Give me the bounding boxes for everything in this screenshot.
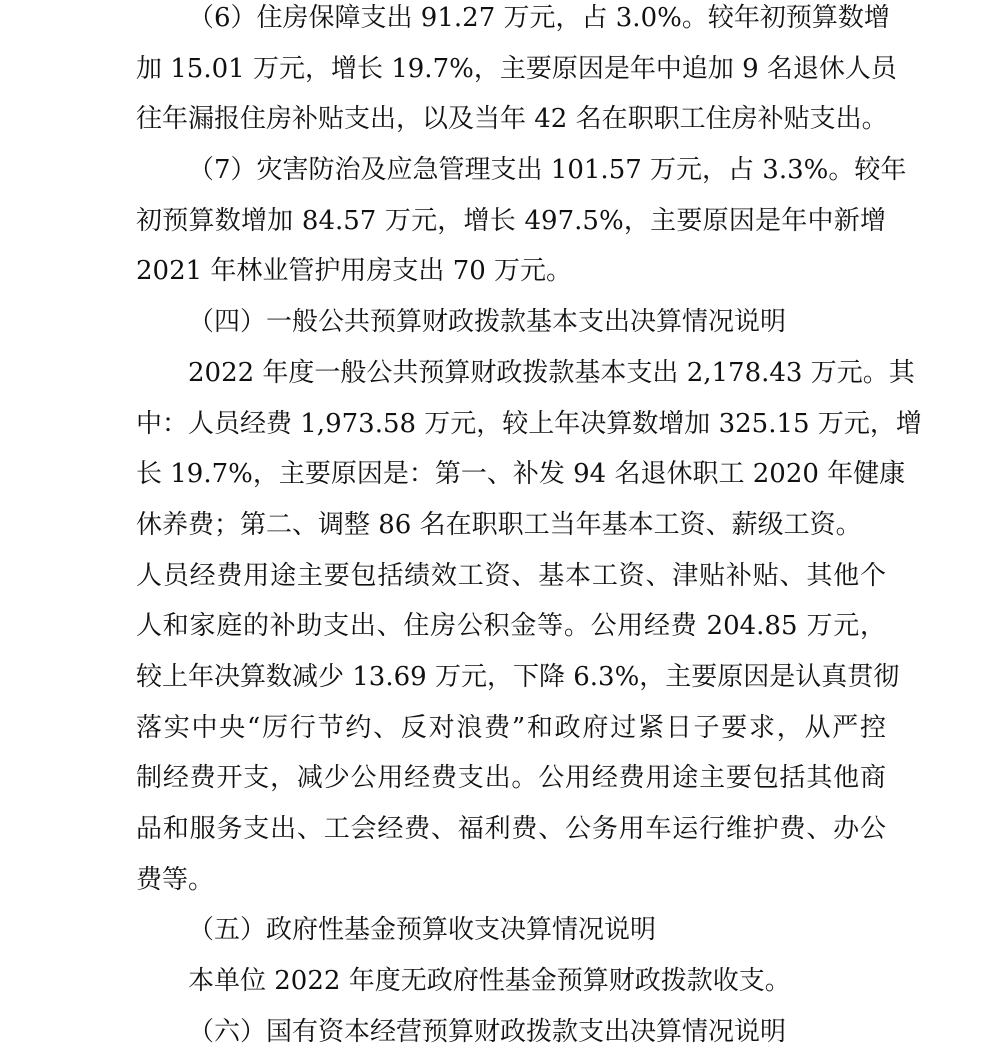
paragraph-line: 初预算数增加 84.57 万元，增长 497.5%，主要原因是年中新增	[136, 205, 886, 236]
paragraph-line: 休养费；第二、调整 86 名在职职工当年基本工资、薪级工资。	[136, 509, 862, 540]
document-page	[136, 0, 922, 1057]
paragraph-line: 2021 年林业管护用房支出 70 万元。	[136, 256, 573, 287]
section-heading: （六）国有资本经营预算财政拨款支出决算情况说明	[188, 1016, 787, 1047]
paragraph-line: 落实中央“厉行节约、反对浪费”和政府过紧日子要求，从严控	[136, 712, 886, 743]
paragraph-line: 人员经费用途主要包括绩效工资、基本工资、津贴补贴、其他个	[136, 560, 886, 591]
paragraph-line: 制经费开支，减少公用经费支出。公用经费用途主要包括其他商	[136, 763, 886, 794]
paragraph-line: 品和服务支出、工会经费、福利费、公务用车运行维护费、办公	[136, 814, 886, 844]
paragraph-line: 人和家庭的补助支出、住房公积金等。公用经费 204.85 万元，	[136, 611, 886, 642]
section-heading: （四）一般公共预算财政拨款基本支出决算情况说明	[188, 307, 787, 338]
paragraph-line: （7）灾害防治及应急管理支出 101.57 万元，占 3.3%。较年	[188, 155, 907, 186]
paragraph-line: 本单位 2022 年度无政府性基金预算财政拨款收支。	[188, 966, 791, 997]
paragraph-line: 加 15.01 万元，增长 19.7%，主要原因是年中追加 9 名退休人员	[136, 53, 897, 84]
paragraph-line: 费等。	[136, 864, 215, 895]
paragraph-line: 往年漏报住房补贴支出，以及当年 42 名在职职工住房补贴支出。	[136, 104, 888, 135]
paragraph-line: 长 19.7%，主要原因是：第一、补发 94 名退休职工 2020 年健康	[136, 459, 906, 490]
paragraph-line: 中：人员经费 1,973.58 万元，较上年决算数增加 325.15 万元，增	[136, 408, 922, 439]
section-heading: （五）政府性基金预算收支决算情况说明	[188, 915, 657, 946]
paragraph-line: （6）住房保障支出 91.27 万元，占 3.0%。较年初预算数增	[188, 3, 890, 33]
paragraph-line: 2022 年度一般公共预算财政拨款基本支出 2,178.43 万元。其	[188, 357, 915, 388]
paragraph-line: 较上年决算数减少 13.69 万元，下降 6.3%，主要原因是认真贯彻	[136, 661, 900, 692]
